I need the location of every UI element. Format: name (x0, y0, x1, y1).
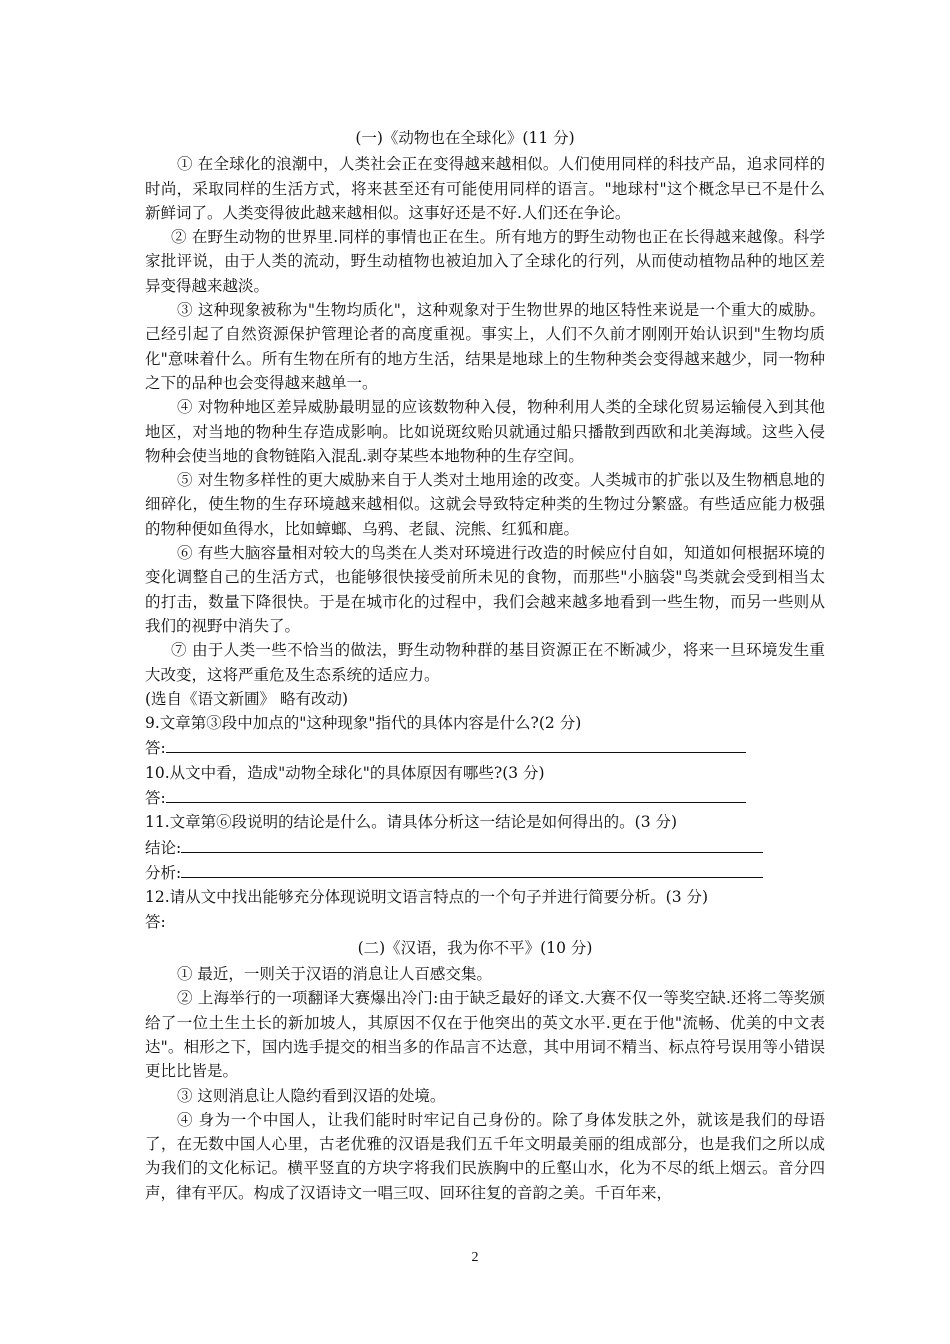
answer-blank-line[interactable] (166, 735, 746, 753)
question-12: 12.请从文中找出能够充分体现说明文语言特点的一个句子并进行简要分析。(3 分) (145, 888, 709, 907)
question-11-conclusion (145, 835, 825, 860)
page-number: 2 (471, 1250, 479, 1265)
question-12-answer-label: 答: (145, 912, 166, 931)
paragraph-6: ⑥ 有些大脑容量相对较大的鸟类在人类对环境进行改造的时候应付自如，知道如何根据环境的变化调整自己的生活方式，也能够很快接受前所未见的食物，而那些"小脑袋"鸟类就会受到相当太的打击，数量下降很快。于是在城市化的过程中，我们会越来越多地看到一些生物，而另一些则从我们的视野中消失了。 (145, 544, 825, 635)
paragraph-4: ④ 对物种地区差异威胁最明显的应该数物种入侵，物种利用人类的全球化贸易运输侵入到其他地区，对当地的物种生存造成影响。比如说斑纹贻贝就通过船只播散到西欧和北美海域。这些入侵物种会使当地的食物链陷入混乱.剥夺某些本地物种的生存空间。 (145, 398, 825, 465)
section1-title: (一)《动物也在全球化》(11 分) (355, 129, 575, 147)
source-citation: (选自《语文新圃》 略有改动) (145, 689, 349, 708)
answer-blank-line[interactable] (166, 785, 746, 803)
question-10: 10.从文中看，造成"动物全球化"的具体原因有哪些?(3 分) (145, 763, 545, 782)
answer-blank-line[interactable] (181, 835, 763, 853)
paragraph-5: ⑤ 对生物多样性的更大威胁来自于人类对土地用途的改变。人类城市的扩张以及生物栖息地的细碎化，使生物的生存环境越来越相似。这就会导致特定种类的生物过分繁盛。有些适应能力极强的物种便如鱼得水，比如蟑螂、乌鸦、老鼠、浣熊、红狐和鹿。 (145, 471, 825, 538)
paragraph-1: ① 在全球化的浪潮中，人类社会正在变得越来越相似。人们使用同样的科技产品，追求同样的时尚，采取同样的生活方式，将来甚至还有可能使用同样的语言。"地球村"这个概念早已不是什么新鲜词了。人类变得彼此越来越相似。这事好还是不好.人们还在争论。 (145, 155, 825, 222)
question-11: 11.文章第⑥段说明的结论是什么。请具体分析这一结论是如何得出的。(3 分) (145, 813, 678, 832)
paragraph-s2-3: ③ 这则消息让人隐约看到汉语的处境。 (177, 1086, 446, 1105)
question-9-answer (145, 735, 825, 760)
section2-title: (二)《汉语，我为你不平》(10 分) (357, 938, 593, 957)
paragraph-s2-1: ① 最近，一则关于汉语的消息让人百感交集。 (177, 965, 492, 984)
paragraph-s2-4: ④ 身为一个中国人，让我们能时时牢记自己身份的。除了身体发肤之外，就该是我们的母语了，在无数中国人心里，古老优雅的汉语是我们五千年文明最美丽的组成部分，也是我们之所以成为我们的文化标记。横平竖直的方块字将我们民族胸中的丘壑山水，化为不尽的纸上烟云。音分四声，律有平仄。构成了汉语诗文一唱三叹、回环往复的音韵之美。千百年来， (145, 1110, 825, 1202)
paragraph-2: ② 在野生动物的世界里.同样的事情也正在生。所有地方的野生动物也正在长得越来越像。科学家批评说，由于人类的流动，野生动植物也被迫加入了全球化的行列，从而使动植物品种的地区差异变得越来越淡。 (145, 228, 825, 295)
paragraph-7: ⑦ 由于人类一些不恰当的做法，野生动物种群的基目资源正在不断减少，将来一旦环境发生重大改变，这将严重危及生态系统的适应力。 (145, 641, 825, 684)
answer-blank-line[interactable] (181, 860, 763, 878)
question-10-answer (145, 785, 825, 810)
analysis-label: 分析: (145, 863, 182, 882)
conclusion-label: 结论: (145, 838, 182, 857)
answer-label: 答: (145, 739, 166, 758)
paragraph-s2-2: ② 上海举行的一项翻译大赛爆出冷门:由于缺乏最好的译文.大赛不仅一等奖空缺.还将二等奖颁给了一位土生土长的新加坡人，其原因不仅在于他突出的英文水平.更在于他"流畅、优美的中文表达"。相形之下，国内选手提交的相当多的作品言不达意，其中用词不精当、标点符号误用等小错误更比比皆是。 (145, 989, 825, 1081)
question-11-analysis (145, 860, 825, 885)
document-content (145, 124, 825, 1205)
paragraph-3: ③ 这种现象被称为"生物均质化"，这种观象对于生物世界的地区特性来说是一个重大的威胁。己经引起了自然资源保护管理论者的高度重视。事实上，人们不久前才刚刚开始认识到"生物均质化"意味着什么。所有生物在所有的地方生活，结果是地球上的生物种类会变得越来越少，同一物种之下的品种也会变得越来越单一。 (145, 301, 825, 392)
question-9: 9.文章第③段中加点的"这种现象"指代的具体内容是什么?(2 分) (145, 714, 582, 733)
answer-label: 答: (145, 789, 166, 808)
